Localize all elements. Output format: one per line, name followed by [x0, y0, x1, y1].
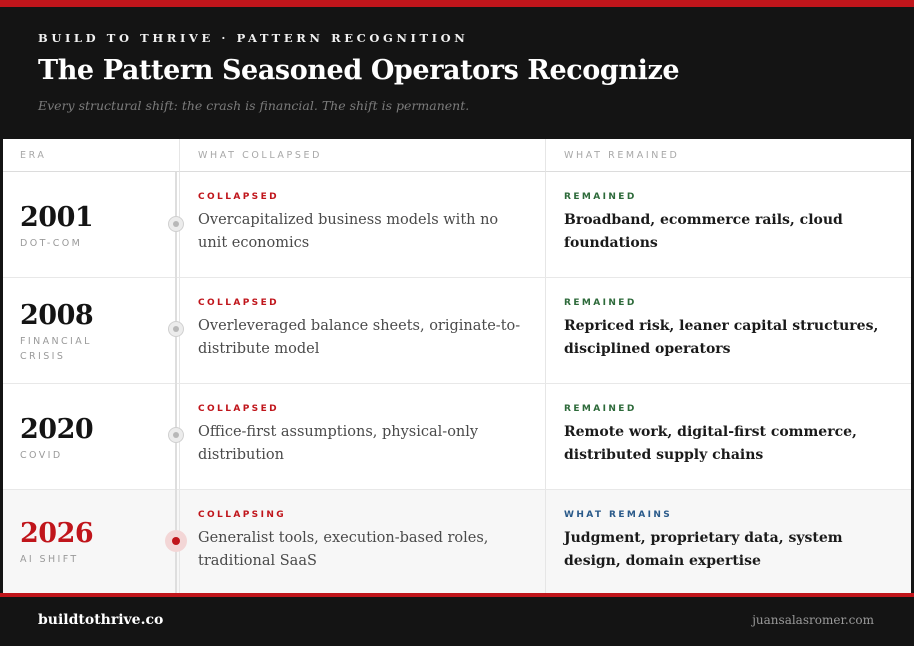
remained-tag: REMAINED — [564, 298, 637, 308]
column-header-remained-label: WHAT REMAINED — [564, 150, 680, 161]
footer-author-site: juansalasromer.com — [752, 613, 874, 627]
footer-brand: buildtothrive.co — [38, 612, 164, 628]
timeline-dot-icon — [168, 321, 184, 337]
collapsed-text: Generalist tools, execution-based roles, traditional SaaS — [198, 530, 489, 569]
collapsed-tag: COLLAPSED — [198, 298, 279, 308]
timeline-dot-icon — [168, 216, 184, 232]
top-accent-bar — [0, 0, 914, 7]
comparison-table — [3, 139, 911, 594]
collapsed-text: Overcapitalized business models with no unit economics — [198, 212, 499, 251]
collapsed-text: Office-first assumptions, physical-only distribution — [198, 424, 479, 463]
remained-text: Broadband, ecommerce rails, cloud foundations — [564, 212, 843, 251]
collapsed-tag: COLLAPSED — [198, 192, 279, 202]
remained-tag: REMAINED — [564, 404, 637, 414]
collapsed-text: Overleveraged balance sheets, originate-to-distribute model — [198, 318, 521, 357]
remained-cell — [545, 172, 911, 277]
collapsed-tag: COLLAPSED — [198, 404, 279, 414]
era-cell — [3, 278, 179, 383]
era-year: 2001 — [20, 202, 94, 233]
era-cell — [3, 172, 179, 277]
era-cell — [3, 490, 179, 596]
era-cell — [3, 384, 179, 489]
remained-text: Repriced risk, leaner capital structures, disciplined operators — [564, 318, 879, 357]
era-year: 2008 — [20, 300, 94, 331]
eyebrow: BUILD TO THRIVE · PATTERN RECOGNITION — [38, 31, 469, 45]
remained-text: Remote work, digital-first commerce, distributed supply chains — [564, 424, 857, 463]
timeline-current-dot-icon — [165, 530, 187, 552]
header — [3, 7, 911, 139]
column-header-collapsed-label: WHAT COLLAPSED — [198, 150, 323, 161]
table-row-2001 — [3, 172, 911, 278]
collapsed-cell — [179, 278, 545, 383]
remained-cell — [545, 278, 911, 383]
remained-cell — [545, 490, 911, 596]
remained-text: Judgment, proprietary data, system design, domain expertise — [564, 530, 843, 569]
collapsed-cell — [179, 490, 545, 596]
timeline-dot-icon — [168, 427, 184, 443]
table-row-2026 — [3, 490, 911, 596]
what-remains-tag: WHAT REMAINS — [564, 510, 673, 520]
remained-tag: REMAINED — [564, 192, 637, 202]
collapsed-cell — [179, 384, 545, 489]
collapsed-cell — [179, 172, 545, 277]
era-year: 2020 — [20, 414, 94, 445]
collapsing-tag: COLLAPSING — [198, 510, 287, 520]
era-name: FINANCIAL CRISIS — [20, 336, 92, 362]
timeline-line — [175, 172, 177, 594]
era-name: COVID — [20, 450, 63, 461]
page-title: The Pattern Seasoned Operators Recognize — [38, 55, 680, 86]
column-header-era-label: ERA — [20, 150, 47, 161]
table-row-2020 — [3, 384, 911, 490]
remained-cell — [545, 384, 911, 489]
column-header-remained — [545, 139, 911, 172]
column-header-era — [3, 139, 179, 172]
table-row-2008 — [3, 278, 911, 384]
footer — [0, 597, 914, 646]
page-subtitle: Every structural shift: the crash is financial. The shift is permanent. — [38, 98, 470, 113]
era-name: DOT-COM — [20, 238, 83, 249]
era-year-current: 2026 — [20, 518, 94, 549]
column-header-collapsed — [179, 139, 545, 172]
era-name: AI SHIFT — [20, 554, 79, 565]
